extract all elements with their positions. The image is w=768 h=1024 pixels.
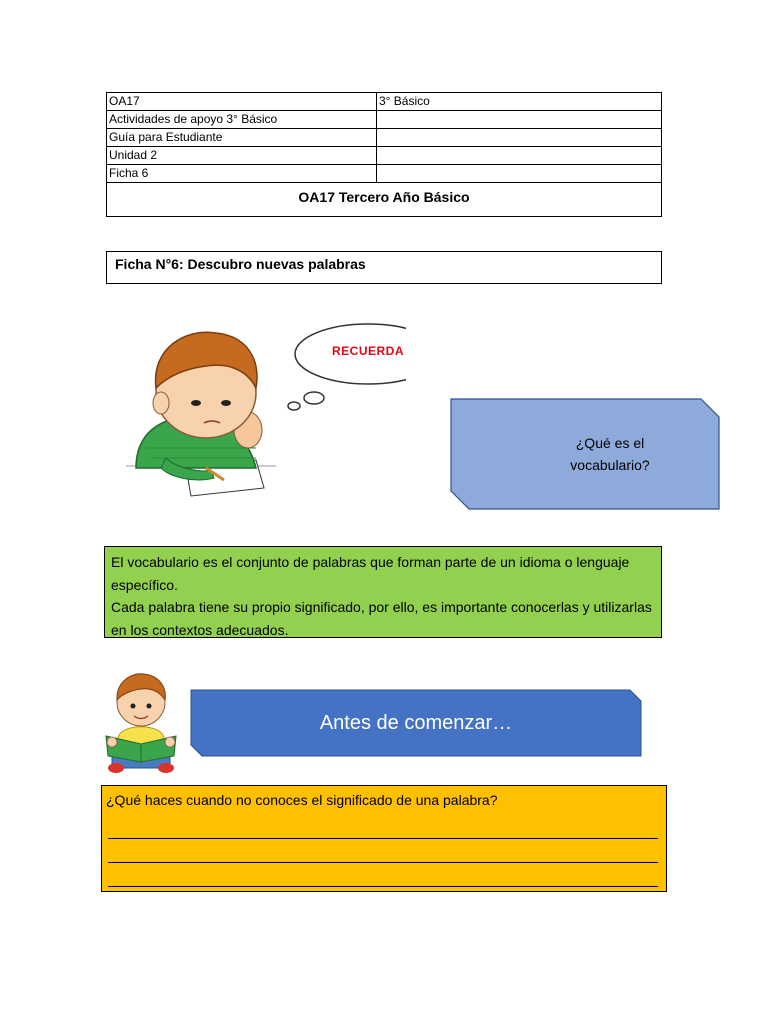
header-cell: Guía para Estudiante — [107, 129, 377, 147]
definition-paragraph: El vocabulario es el conjunto de palabras que forman parte de un idioma o lenguaje específico. — [111, 554, 630, 593]
definition-box — [104, 546, 662, 638]
prompt-question: ¿Qué haces cuando no conoces el significado de una palabra? — [106, 792, 498, 808]
header-row — [107, 165, 662, 183]
question-line: vocabulario? — [570, 457, 650, 473]
header-title-row — [107, 183, 662, 217]
question-line: ¿Qué es el — [575, 435, 645, 451]
header-cell: Actividades de apoyo 3° Básico — [107, 111, 377, 129]
definition-paragraph: Cada palabra tiene su propio significado, por ello, es importante conocerlas y utilizarlas en los contextos adecuados. — [111, 599, 652, 638]
banner-text: Antes de comenzar… — [319, 712, 513, 734]
header-cell: OA17 — [107, 93, 377, 111]
recuerda-label: RECUERDA — [331, 344, 404, 358]
header-cell — [377, 147, 662, 165]
header-table — [106, 92, 662, 217]
ficha-title: Ficha N°6: Descubro nuevas palabras — [106, 251, 662, 284]
document-title: OA17 Tercero Año Básico — [107, 183, 662, 217]
reading-boy-illustration — [104, 668, 178, 776]
question-text — [540, 432, 680, 476]
header-row — [107, 111, 662, 129]
header-cell: Ficha 6 — [107, 165, 377, 183]
header-row — [107, 147, 662, 165]
header-cell: 3° Básico — [377, 93, 662, 111]
answer-line[interactable] — [108, 838, 658, 839]
answer-line[interactable] — [108, 886, 658, 887]
header-cell — [377, 111, 662, 129]
header-cell — [377, 129, 662, 147]
header-cell: Unidad 2 — [107, 147, 377, 165]
header-cell — [377, 165, 662, 183]
header-row — [107, 129, 662, 147]
answer-line[interactable] — [108, 862, 658, 863]
header-row — [107, 93, 662, 111]
prompt-box — [101, 785, 667, 892]
